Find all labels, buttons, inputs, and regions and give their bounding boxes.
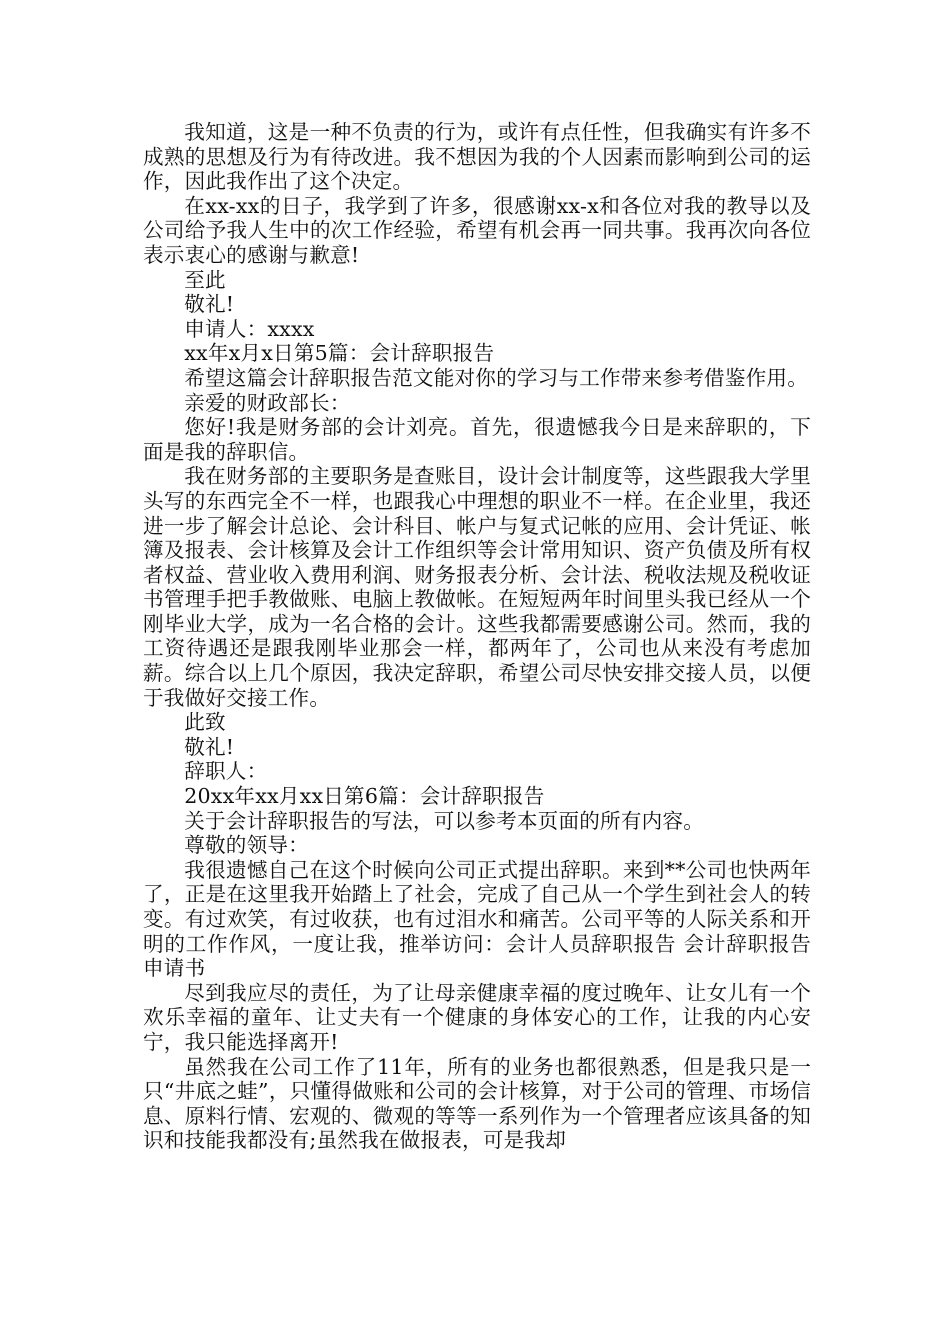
closing-zhici: 至此 <box>184 267 226 292</box>
paragraph-experience: 虽然我在公司工作了11年，所有的业务也都很熟悉，但是我只是一只“井底之蛙”，只懂得做账和公司的会计核算，对于公司的管理、市场信息、原料行情、宏观的、微观的等等一系列作为一个管理者应该具备的知识和技能我都没有;虽然我在做报表，可是我却 <box>143 1054 811 1153</box>
paragraph-apology: 我知道，这是一种不负责的行为，或许有点任性，但我确实有许多不成熟的思想及行为有待改进。我不想因为我的个人因素而影响到公司的运作，因此我作出了这个决定。 <box>143 120 811 194</box>
salutation-finance-minister: 亲爱的财政部长： <box>184 390 351 415</box>
paragraph-intro-6: 关于会计辞职报告的写法，可以参考本页面的所有内容。 <box>184 808 705 833</box>
resigner-signature: 辞职人： <box>184 759 268 784</box>
document-body <box>143 120 811 1153</box>
paragraph-regret: 我很遗憾自己在这个时候向公司正式提出辞职。来到**公司也快两年了，正是在这里我开始踏上了社会，完成了自己从一个学生到社会人的转变。有过欢笑，有过收获，也有过泪水和痛苦。公司平等的人际关系和开明的工作作风，一度让我，推举访问：会计人员辞职报告 会计辞职报告申请书 <box>143 857 811 981</box>
paragraph-thanks: 在xx-xx的日子，我学到了许多，很感谢xx-x和各位对我的教导以及公司给予我人生中的次工作经验，希望有机会再一同共事。我再次向各位表示衷心的感谢与歉意! <box>143 193 811 267</box>
section-heading-5: xx年x月x日第5篇：会计辞职报告 <box>184 341 495 366</box>
closing-salute: 敬礼! <box>184 292 235 317</box>
applicant-signature: 申请人：xxxx <box>184 316 315 341</box>
closing-salute-2: 敬礼! <box>184 734 235 759</box>
paragraph-intro-5: 希望这篇会计辞职报告范文能对你的学习与工作带来参考借鉴作用。 <box>184 365 808 390</box>
paragraph-family: 尽到我应尽的责任，为了让母亲健康幸福的度过晚年、让女儿有一个欢乐幸福的童年、让丈夫有一个健康的身体安心的工作，让我的内心安宁，我只能选择离开! <box>143 980 811 1054</box>
section-heading-6: 20xx年xx月xx日第6篇：会计辞职报告 <box>184 784 545 809</box>
closing-cizhi: 此致 <box>184 710 226 735</box>
paragraph-greeting: 您好!我是财务部的会计刘亮。首先，很遗憾我今日是来辞职的，下面是我的辞职信。 <box>143 415 811 464</box>
salutation-leader: 尊敬的领导： <box>184 833 309 858</box>
paragraph-duties: 我在财务部的主要职务是查账目，设计会计制度等，这些跟我大学里头写的东西完全不一样，也跟我心中理想的职业不一样。在企业里，我还进一步了解会计总论、会计科目、帐户与复式记帐的应用、会计凭证、帐簿及报表、会计核算及会计工作组织等会计常用知识、资产负债及所有权者权益、营业收入费用利润、财务报表分析、会计法、税收法规及税收证书管理手把手教做账、电脑上教做帐。在短短两年时间里头我已经从一个刚毕业大学，成为一名合格的会计。这些我都需要感谢公司。然而，我的工资待遇还是跟我刚毕业那会一样，都两年了，公司也从来没有考虑加薪。综合以上几个原因，我决定辞职，希望公司尽快安排交接人员，以便于我做好交接工作。 <box>143 464 811 710</box>
